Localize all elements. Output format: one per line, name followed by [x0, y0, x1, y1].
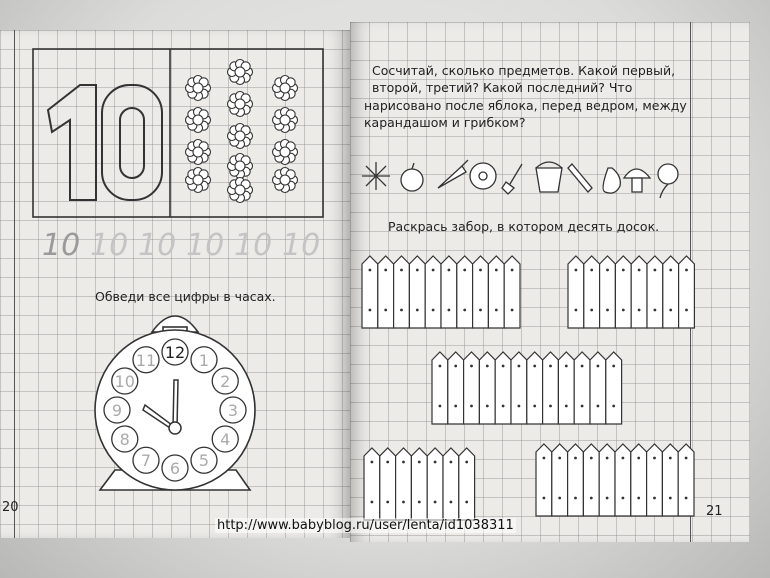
- fence-nail: [502, 365, 505, 368]
- fence-nail: [612, 405, 615, 408]
- fence: [432, 352, 622, 424]
- trace-number: 10: [138, 228, 177, 263]
- fence-nail: [581, 365, 584, 368]
- trace-number: 10: [90, 228, 129, 263]
- fence: [568, 256, 694, 328]
- fence-nail: [450, 501, 453, 504]
- fence-board: [568, 256, 584, 328]
- fence-nail: [533, 365, 536, 368]
- fence-nail: [685, 497, 688, 500]
- fence-nail: [622, 269, 625, 272]
- fence-board: [647, 444, 663, 516]
- clock-number: 6: [169, 459, 181, 478]
- fence-nail: [612, 365, 615, 368]
- fence-nail: [465, 501, 468, 504]
- clock-number: 4: [220, 430, 231, 449]
- fence-board: [457, 256, 473, 328]
- fence-nail: [606, 309, 609, 312]
- fence-board: [606, 352, 622, 424]
- fence-nail: [606, 457, 609, 460]
- fence-board: [584, 256, 600, 328]
- fence-nail: [669, 309, 672, 312]
- fence-board: [574, 352, 590, 424]
- fence-nail: [463, 269, 466, 272]
- fence-board: [647, 256, 663, 328]
- fence-nail: [581, 405, 584, 408]
- fence-board: [479, 352, 495, 424]
- fence-nail: [416, 269, 419, 272]
- fence-nail: [653, 497, 656, 500]
- trace-number: 10: [42, 228, 81, 263]
- fence-nail: [685, 269, 688, 272]
- fence-nail: [654, 269, 657, 272]
- clock-number: 11: [135, 350, 157, 370]
- clock-number: 1: [198, 350, 210, 370]
- fence-board: [394, 256, 410, 328]
- fence: [536, 444, 694, 516]
- fence-board: [599, 444, 615, 516]
- fence-nail: [543, 457, 546, 460]
- fence-nail: [454, 365, 457, 368]
- fence-board: [464, 352, 480, 424]
- fence-board: [615, 444, 631, 516]
- fence-board: [527, 352, 543, 424]
- fence-nail: [511, 269, 514, 272]
- fence-nail: [558, 497, 561, 500]
- clock-number: 3: [227, 401, 239, 420]
- fence-nail: [479, 269, 482, 272]
- fence-nail: [434, 501, 437, 504]
- fence-nail: [400, 309, 403, 312]
- fence-nail: [590, 497, 593, 500]
- fence-nail: [685, 457, 688, 460]
- count-task-line-1: Сосчитай, сколько предметов. Какой первый,: [372, 63, 676, 78]
- fence-board: [362, 256, 378, 328]
- fence-board: [448, 352, 464, 424]
- fence-board: [631, 444, 647, 516]
- fence-nail: [606, 269, 609, 272]
- fence-nail: [448, 269, 451, 272]
- fence-board: [600, 256, 616, 328]
- fence-nail: [558, 457, 561, 460]
- fence-nail: [448, 309, 451, 312]
- fence-board: [543, 352, 559, 424]
- fence-board: [558, 352, 574, 424]
- fence-nail: [416, 309, 419, 312]
- fence-board: [615, 256, 631, 328]
- fence-board: [396, 448, 412, 520]
- fence-nail: [637, 497, 640, 500]
- fence-nail: [470, 405, 473, 408]
- fence-nail: [470, 365, 473, 368]
- fence-nail: [402, 461, 405, 464]
- fence-nail: [549, 405, 552, 408]
- fence-board: [679, 256, 695, 328]
- fence-nail: [518, 365, 521, 368]
- fence-nail: [384, 269, 387, 272]
- fence-nail: [637, 457, 640, 460]
- fence-nail: [502, 405, 505, 408]
- fence-nail: [533, 405, 536, 408]
- clock-task-text: Обведи все цифры в часах.: [95, 289, 276, 304]
- fence-board: [488, 256, 504, 328]
- fence-nail: [574, 457, 577, 460]
- fence-nail: [669, 269, 672, 272]
- fence-nail: [597, 405, 600, 408]
- right-page-number: 21: [706, 504, 723, 519]
- fence-board: [590, 352, 606, 424]
- fence-board: [662, 444, 678, 516]
- fence-task-text: Раскрась забор, в котором десять досок.: [388, 219, 660, 234]
- fence-nail: [549, 365, 552, 368]
- fence-nail: [439, 365, 442, 368]
- fence-nail: [518, 405, 521, 408]
- watermark-url: http://www.babyblog.ru/user/lenta/id1038311: [217, 518, 514, 533]
- fence-nail: [486, 365, 489, 368]
- fence-nail: [575, 309, 578, 312]
- fence-nail: [463, 309, 466, 312]
- fence-board: [495, 352, 511, 424]
- fence-nail: [450, 461, 453, 464]
- fence-board: [631, 256, 647, 328]
- trace-number: 10: [234, 228, 273, 263]
- fence-board: [459, 448, 475, 520]
- fence-nail: [511, 309, 514, 312]
- fence-board: [536, 444, 552, 516]
- fence-nail: [432, 269, 435, 272]
- fence-nail: [597, 365, 600, 368]
- fence-nail: [638, 309, 641, 312]
- fence-board: [425, 256, 441, 328]
- fence-nail: [479, 309, 482, 312]
- fence-nail: [432, 309, 435, 312]
- fence-nail: [669, 497, 672, 500]
- fence-nail: [486, 405, 489, 408]
- clock-number: 7: [140, 451, 152, 471]
- fence-nail: [418, 501, 421, 504]
- fence-nail: [654, 309, 657, 312]
- fence-nail: [606, 497, 609, 500]
- fence-nail: [622, 457, 625, 460]
- fence-nail: [439, 405, 442, 408]
- fence-nail: [371, 461, 374, 464]
- fence-nail: [386, 461, 389, 464]
- fence-nail: [669, 457, 672, 460]
- fence-board: [432, 352, 448, 424]
- fence-nail: [622, 309, 625, 312]
- fence-board: [441, 256, 457, 328]
- fence-nail: [638, 269, 641, 272]
- fence-nail: [495, 269, 498, 272]
- fence-nail: [685, 309, 688, 312]
- fence-board: [583, 444, 599, 516]
- trace-number: 10: [282, 228, 321, 263]
- fence-nail: [465, 461, 468, 464]
- fence-nail: [653, 457, 656, 460]
- fence-nail: [590, 457, 593, 460]
- left-page-number: 20: [2, 500, 19, 515]
- fence-nail: [418, 461, 421, 464]
- fence-nail: [565, 405, 568, 408]
- fence-board: [511, 352, 527, 424]
- fence-board: [364, 448, 380, 520]
- fence-board: [678, 444, 694, 516]
- clock-number: 10: [114, 372, 135, 391]
- fence-nail: [495, 309, 498, 312]
- fence: [364, 448, 475, 520]
- fence-board: [663, 256, 679, 328]
- fence-nail: [574, 497, 577, 500]
- fence-board: [378, 256, 394, 328]
- fence-nail: [384, 309, 387, 312]
- trace-number: 10: [186, 228, 225, 263]
- fence-nail: [369, 309, 372, 312]
- fence-board: [427, 448, 443, 520]
- count-task-line-2: второй, третий? Какой последний? Что: [372, 80, 633, 95]
- clock-number: 12: [164, 343, 186, 362]
- fence-nail: [402, 501, 405, 504]
- clock-number: 9: [111, 401, 123, 420]
- fence-nail: [434, 461, 437, 464]
- fence-nail: [400, 269, 403, 272]
- fence-nail: [454, 405, 457, 408]
- fence-nail: [386, 501, 389, 504]
- fence-nail: [369, 269, 372, 272]
- fence-nail: [590, 269, 593, 272]
- fence-board: [411, 448, 427, 520]
- fence-nail: [590, 309, 593, 312]
- clock-number: 2: [220, 372, 231, 391]
- fence-nail: [622, 497, 625, 500]
- fence-board: [473, 256, 489, 328]
- fence-board: [552, 444, 568, 516]
- clock-number: 5: [198, 451, 210, 471]
- clock-number: 8: [119, 430, 130, 449]
- fence-board: [380, 448, 396, 520]
- fence-nail: [575, 269, 578, 272]
- fence-board: [504, 256, 520, 328]
- fence-nail: [565, 365, 568, 368]
- count-task-line-3: нарисовано после яблока, перед ведром, между: [364, 98, 687, 113]
- count-task-line-4: карандашом и грибком?: [364, 115, 526, 130]
- fence-board: [568, 444, 584, 516]
- fence-board: [409, 256, 425, 328]
- fence: [362, 256, 520, 328]
- fence-nail: [371, 501, 374, 504]
- fence-nail: [543, 497, 546, 500]
- fence-board: [443, 448, 459, 520]
